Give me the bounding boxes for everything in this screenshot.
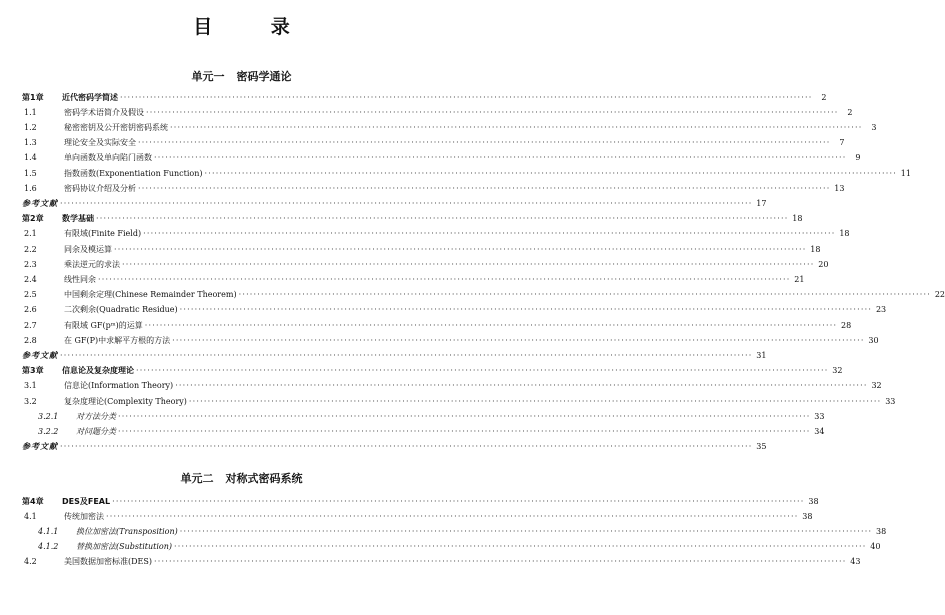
toc-entry-title: 近代密码学简述 (62, 92, 118, 102)
toc-entry-page: 11 (900, 168, 911, 178)
toc-entry-number: 4.2 (24, 557, 37, 567)
unit-name: 密码学通论 (236, 70, 292, 83)
toc-entry-sec[interactable] (22, 509, 813, 523)
toc-entry-page: 34 (814, 426, 825, 436)
toc-leader-dots (138, 138, 830, 147)
toc-leader-dots (60, 442, 752, 451)
toc-entry-number: 第3章 (22, 366, 44, 376)
toc-entry-sec[interactable] (22, 318, 852, 332)
toc-entry-number: 2.6 (24, 305, 37, 315)
toc-entry-sec[interactable] (22, 227, 850, 241)
toc-entry-page: 32 (832, 366, 843, 376)
toc-entry-title: 乘法逆元的求法 (64, 259, 120, 269)
toc-entry-title: 数学基础 (62, 214, 94, 224)
toc-entry-page: 23 (875, 305, 887, 315)
toc-leader-dots (120, 93, 812, 102)
toc-entry-title: 换位加密法(Transposition) (76, 526, 178, 536)
toc-entry-number: 2.3 (24, 259, 37, 269)
toc-entry-page: 2 (847, 107, 853, 117)
toc-entry-sec[interactable] (22, 257, 829, 271)
toc-entry-number: 4.1.2 (38, 542, 59, 552)
toc-entry-page: 31 (756, 350, 767, 360)
toc-entry-title: 有限域 GF(pᵐ)的运算 (64, 320, 143, 330)
toc-entry-page: 38 (808, 496, 819, 506)
toc-entry-title: 密码协议介绍及分析 (64, 183, 136, 193)
toc-leader-dots (170, 123, 862, 132)
toc-entry-number: 4.1 (24, 511, 37, 521)
toc-entry-title: 同余及模运算 (64, 244, 112, 254)
toc-entry-chapter[interactable] (22, 90, 827, 104)
toc-entry-number: 1.4 (24, 153, 37, 163)
toc-entry-number: 1.5 (24, 168, 37, 178)
toc-leader-dots (114, 245, 806, 254)
toc-leader-dots (122, 260, 814, 269)
toc-entry-page: 21 (794, 274, 805, 284)
toc-entry-page: 2 (821, 92, 827, 102)
toc-entry-title: 传统加密法 (64, 511, 104, 521)
toc-entry-page: 18 (839, 229, 850, 239)
toc-entry-title: 信息论(Information Theory) (64, 381, 174, 391)
toc-entry-number: 第2章 (22, 214, 44, 224)
toc-entry-title: DES及FEAL (62, 496, 111, 506)
toc-entry-title: 密码学术语简介及假设 (64, 107, 144, 117)
toc-entry-number: 2.5 (24, 290, 37, 300)
toc-entry-title: 对方法分类 (76, 411, 116, 421)
toc-entry-title: 美国数据加密标准(DES) (64, 557, 152, 567)
toc-entry-subsec[interactable] (22, 540, 881, 554)
toc-leader-dots (118, 427, 810, 436)
toc-leader-dots (143, 229, 835, 238)
toc-entry-subsec[interactable] (22, 524, 887, 538)
toc-entry-page: 35 (756, 442, 767, 452)
toc-entry-title: 有限域(Finite Field) (64, 229, 142, 239)
toc-entry-page: 7 (839, 138, 845, 148)
toc-entry-page: 32 (871, 381, 882, 391)
toc-leader-dots (180, 527, 872, 536)
toc-leader-dots (175, 381, 867, 390)
toc-entry-page: 18 (810, 244, 821, 254)
toc-entry-sec[interactable] (22, 303, 887, 317)
toc-leader-dots (145, 321, 837, 330)
toc-entry-ref[interactable] (22, 440, 767, 454)
toc-leader-dots (96, 214, 788, 223)
toc-entry-number: 1.2 (24, 122, 37, 132)
toc-entry-page: 40 (870, 542, 881, 552)
toc-leader-dots (174, 542, 866, 551)
toc-leader-dots (118, 412, 810, 421)
toc-entry-number: 2.8 (24, 335, 37, 345)
toc-entry-sec[interactable] (22, 151, 861, 165)
toc-entry-page: 30 (868, 335, 879, 345)
toc-list (22, 0, 945, 615)
toc-entry-page: 22 (934, 290, 945, 300)
toc-leader-dots (172, 336, 864, 345)
toc-entry-page: 33 (885, 396, 896, 406)
toc-entry-number: 2.2 (24, 244, 37, 254)
toc-entry-page: 28 (841, 320, 852, 330)
toc-entry-page: 20 (818, 259, 829, 269)
toc-leader-dots (239, 290, 931, 299)
toc-entry-number: 2.1 (24, 229, 37, 239)
toc-entry-number: 1.3 (24, 138, 37, 148)
toc-entry-title: 参考文献 (22, 349, 58, 360)
toc-entry-number: 2.7 (24, 320, 37, 330)
toc-leader-dots (106, 512, 798, 521)
toc-leader-dots (138, 184, 830, 193)
toc-leader-dots (112, 497, 804, 506)
toc-entry-chapter[interactable] (22, 494, 819, 508)
toc-entry-title: 单向函数及单向陷门函数 (64, 153, 152, 163)
toc-leader-dots (146, 108, 838, 117)
toc-entry-page: 43 (850, 557, 861, 567)
toc-entry-page: 3 (871, 122, 877, 132)
toc-entry-sec[interactable] (22, 379, 882, 393)
unit-name: 对称式密码系统 (225, 472, 303, 485)
toc-entry-page: 17 (756, 198, 767, 208)
toc-entry-page: 38 (876, 526, 887, 536)
toc-entry-number: 1.6 (24, 183, 37, 193)
toc-entry-title: 在 GF(P)中求解平方根的方法 (64, 335, 171, 345)
toc-entry-sec[interactable] (22, 242, 821, 256)
toc-entry-chapter[interactable] (22, 364, 843, 378)
toc-entry-page: 13 (834, 183, 845, 193)
toc-entry-sec[interactable] (22, 394, 896, 408)
toc-entry-title: 复杂度理论(Complexity Theory) (64, 396, 187, 406)
toc-entry-title: 替换加密法(Substitution) (76, 542, 172, 552)
toc-leader-dots (204, 169, 896, 178)
toc-entry-sec[interactable] (22, 120, 877, 134)
toc-entry-ref[interactable] (22, 196, 767, 210)
toc-entry-title: 信息论及复杂度理论 (62, 366, 134, 376)
toc-entry-title: 参考文献 (22, 197, 58, 208)
toc-entry-ref[interactable] (22, 348, 767, 362)
unit-label: 单元一 (191, 70, 225, 83)
toc-leader-dots (98, 275, 790, 284)
toc-entry-number: 3.2.2 (38, 426, 59, 436)
toc-entry-title: 指数函数(Exponentiation Function) (64, 168, 203, 178)
toc-entry-subsec[interactable] (22, 424, 825, 438)
toc-entry-title: 参考文献 (22, 441, 58, 452)
toc-entry-number: 3.2 (24, 396, 37, 406)
toc-entry-number: 3.1 (24, 381, 37, 391)
toc-entry-title: 理论安全及实际安全 (64, 138, 136, 148)
toc-leader-dots (189, 397, 881, 406)
toc-entry-sec[interactable] (22, 272, 805, 286)
toc-entry-sec[interactable] (22, 136, 845, 150)
toc-entry-title: 对问题分类 (76, 426, 116, 436)
toc-leader-dots (60, 199, 752, 208)
toc-entry-sec[interactable] (22, 555, 861, 569)
toc-entry-number: 2.4 (24, 274, 37, 284)
toc-entry-title: 中国剩余定理(Chinese Remainder Theorem) (64, 290, 237, 300)
toc-entry-number: 3.2.1 (38, 411, 59, 421)
toc-leader-dots (180, 305, 872, 314)
toc-entry-page: 18 (792, 214, 803, 224)
unit-label: 单元二 (180, 472, 214, 485)
toc-entry-number: 第4章 (22, 496, 44, 506)
toc-entry-chapter[interactable] (22, 212, 803, 226)
toc-entry-sec[interactable] (22, 166, 911, 180)
toc-entry-title: 线性同余 (64, 274, 96, 284)
toc-entry-title: 二次剩余(Quadratic Residue) (64, 305, 178, 315)
toc-leader-dots (154, 557, 846, 566)
toc-leader-dots (136, 366, 828, 375)
toc-entry-number: 第1章 (22, 92, 44, 102)
toc-entry-page: 9 (855, 153, 861, 163)
toc-entry-title: 秘密密钥及公开密钥密码系统 (64, 122, 168, 132)
toc-entry-page: 38 (802, 511, 813, 521)
toc-entry-sec[interactable] (22, 181, 845, 195)
toc-entry-sec[interactable] (22, 105, 853, 119)
toc-entry-sec[interactable] (22, 333, 879, 347)
toc-entry-number: 1.1 (24, 107, 37, 117)
toc-entry-subsec[interactable] (22, 409, 825, 423)
toc-leader-dots (60, 351, 752, 360)
toc-entry-sec[interactable] (22, 288, 945, 302)
toc-entry-page: 33 (814, 411, 825, 421)
toc-leader-dots (154, 153, 846, 162)
toc-entry-number: 4.1.1 (38, 526, 59, 536)
page-title: 目 录 (193, 16, 316, 38)
